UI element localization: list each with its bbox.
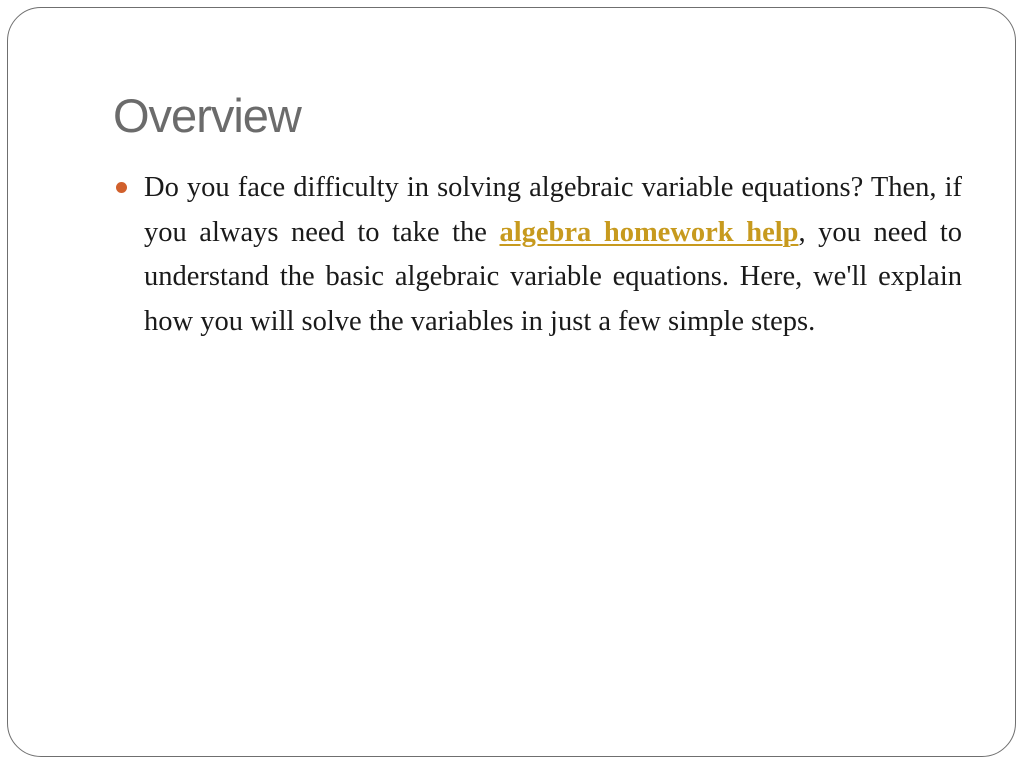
bullet-paragraph (144, 166, 962, 344)
algebra-homework-help-link[interactable]: algebra homework help (499, 216, 799, 248)
bullet-text-after-link: , you need to understand the basic algebraic variable equations. Here, we'll explain how you will solve the variables in just a few simple steps. (144, 216, 962, 337)
slide-title: Overview (113, 89, 301, 142)
bullet-dot-icon (116, 182, 127, 193)
bullet-text-before-link: Do you face difficulty in solving algebraic variable equations? Then, if you always need to take the (144, 172, 962, 248)
